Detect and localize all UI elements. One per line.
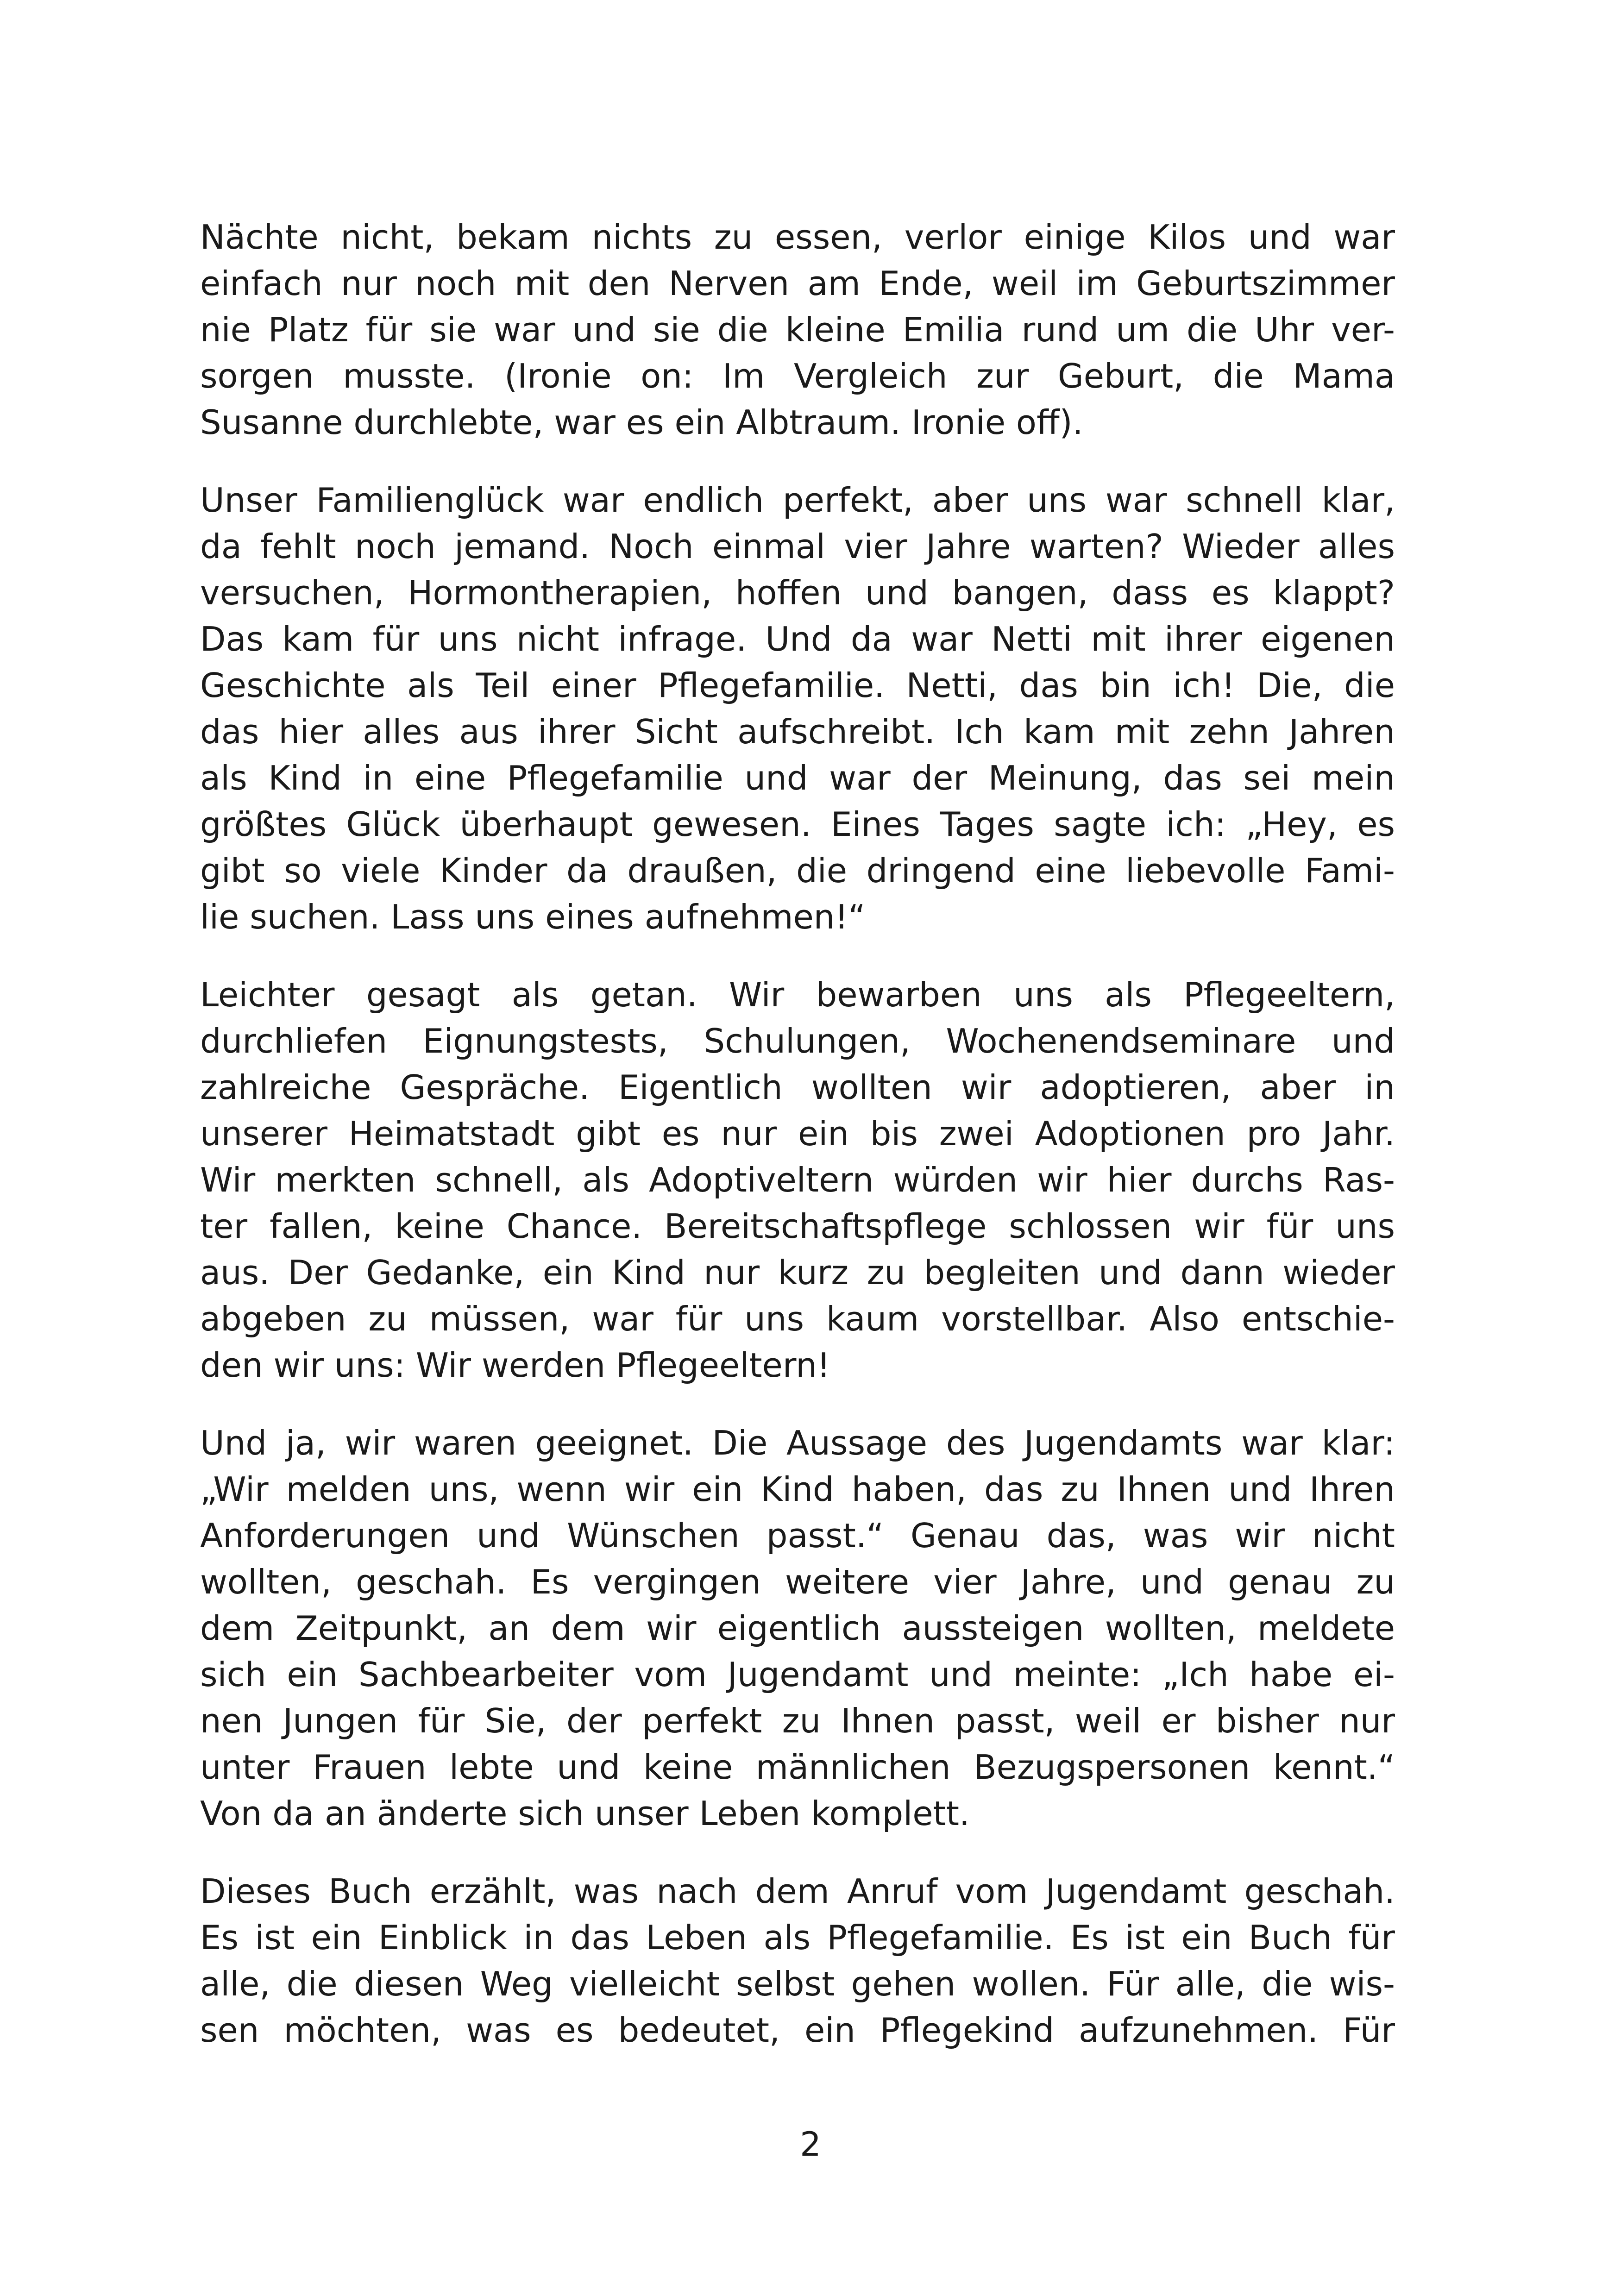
paragraph-4 [200,1420,1395,1837]
page-body [200,214,1395,2085]
text-line: gibt so viele Kinder da draußen, die dringend eine liebevolle Fami- [200,851,1395,890]
text-line: sen möchten, was es bedeutet, ein Pflegekind aufzunehmen. Für [200,2011,1395,2050]
text-line: nie Platz für sie war und sie die kleine Emilia rund um die Uhr ver- [200,310,1395,349]
text-line: Das kam für uns nicht infrage. Und da war Netti mit ihrer eigenen [200,620,1395,659]
text-line: Von da an änderte sich unser Leben komplett. [200,1794,970,1833]
text-line: Anforderungen und Wünschen passt.“ Genau das, was wir nicht [200,1516,1395,1555]
text-line: den wir uns: Wir werden Pflegeeltern! [200,1346,830,1385]
paragraph-1 [200,214,1395,445]
text-line: Geschichte als Teil einer Pflegefamilie. Netti, das bin ich! Die, die [200,666,1395,705]
text-line: wollten, geschah. Es vergingen weitere vier Jahre, und genau zu [200,1562,1395,1601]
text-line: Leichter gesagt als getan. Wir bewarben uns als Pflegeeltern, [200,975,1395,1014]
text-line: Nächte nicht, bekam nichts zu essen, verlor einige Kilos und war [200,218,1395,257]
text-line: Und ja, wir waren geeignet. Die Aussage des Jugendamts war klar: [200,1424,1395,1462]
text-line: da fehlt noch jemand. Noch einmal vier Jahre warten? Wieder alles [200,527,1395,566]
text-line: nen Jungen für Sie, der perfekt zu Ihnen passt, weil er bisher nur [200,1701,1395,1740]
text-line: versuchen, Hormontherapien, hoffen und bangen, dass es klappt? [200,573,1395,612]
text-line: größtes Glück überhaupt gewesen. Eines Tages sagte ich: „Hey, es [200,805,1395,844]
text-line: lie suchen. Lass uns eines aufnehmen!“ [200,897,866,936]
text-line: durchliefen Eignungstests, Schulungen, Wochenendseminare und [200,1022,1395,1060]
text-line: unter Frauen lebte und keine männlichen Bezugspersonen kennt.“ [200,1748,1395,1787]
text-line: einfach nur noch mit den Nerven am Ende, weil im Geburtszimmer [200,264,1395,303]
text-line: das hier alles aus ihrer Sicht aufschreibt. Ich kam mit zehn Jahren [200,712,1395,751]
paragraph-5 [200,1868,1395,2053]
text-line: „Wir melden uns, wenn wir ein Kind haben, das zu Ihnen und Ihren [200,1470,1395,1509]
text-line: Es ist ein Einblick in das Leben als Pflegefamilie. Es ist ein Buch für [200,1918,1395,1957]
text-line: Unser Familienglück war endlich perfekt, aber uns war schnell klar, [200,481,1395,520]
text-line: abgeben zu müssen, war für uns kaum vorstellbar. Also entschie- [200,1299,1395,1338]
text-line: Wir merkten schnell, als Adoptiveltern würden wir hier durchs Ras- [200,1161,1395,1199]
paragraph-2 [200,477,1395,940]
text-line: alle, die diesen Weg vielleicht selbst gehen wollen. Für alle, die wis- [200,1964,1395,2003]
text-line: aus. Der Gedanke, ein Kind nur kurz zu begleiten und dann wieder [200,1253,1395,1292]
page-number: 2 [800,2125,821,2164]
text-line: sich ein Sachbearbeiter vom Jugendamt und meinte: „Ich habe ei- [200,1655,1395,1694]
text-line: dem Zeitpunkt, an dem wir eigentlich aussteigen wollten, meldete [200,1609,1395,1648]
text-line: zahlreiche Gespräche. Eigentlich wollten wir adoptieren, aber in [200,1068,1395,1107]
paragraph-3 [200,972,1395,1388]
text-line: ter fallen, keine Chance. Bereitschaftspflege schlossen wir für uns [200,1207,1395,1246]
text-line: sorgen musste. (Ironie on: Im Vergleich zur Geburt, die Mama [200,357,1395,395]
text-line: unserer Heimatstadt gibt es nur ein bis zwei Adoptionen pro Jahr. [200,1114,1395,1153]
text-line: als Kind in eine Pflegefamilie und war der Meinung, das sei mein [200,759,1395,797]
text-line: Susanne durchlebte, war es ein Albtraum. Ironie off). [200,403,1083,442]
text-line: Dieses Buch erzählt, was nach dem Anruf vom Jugendamt geschah. [200,1872,1395,1911]
